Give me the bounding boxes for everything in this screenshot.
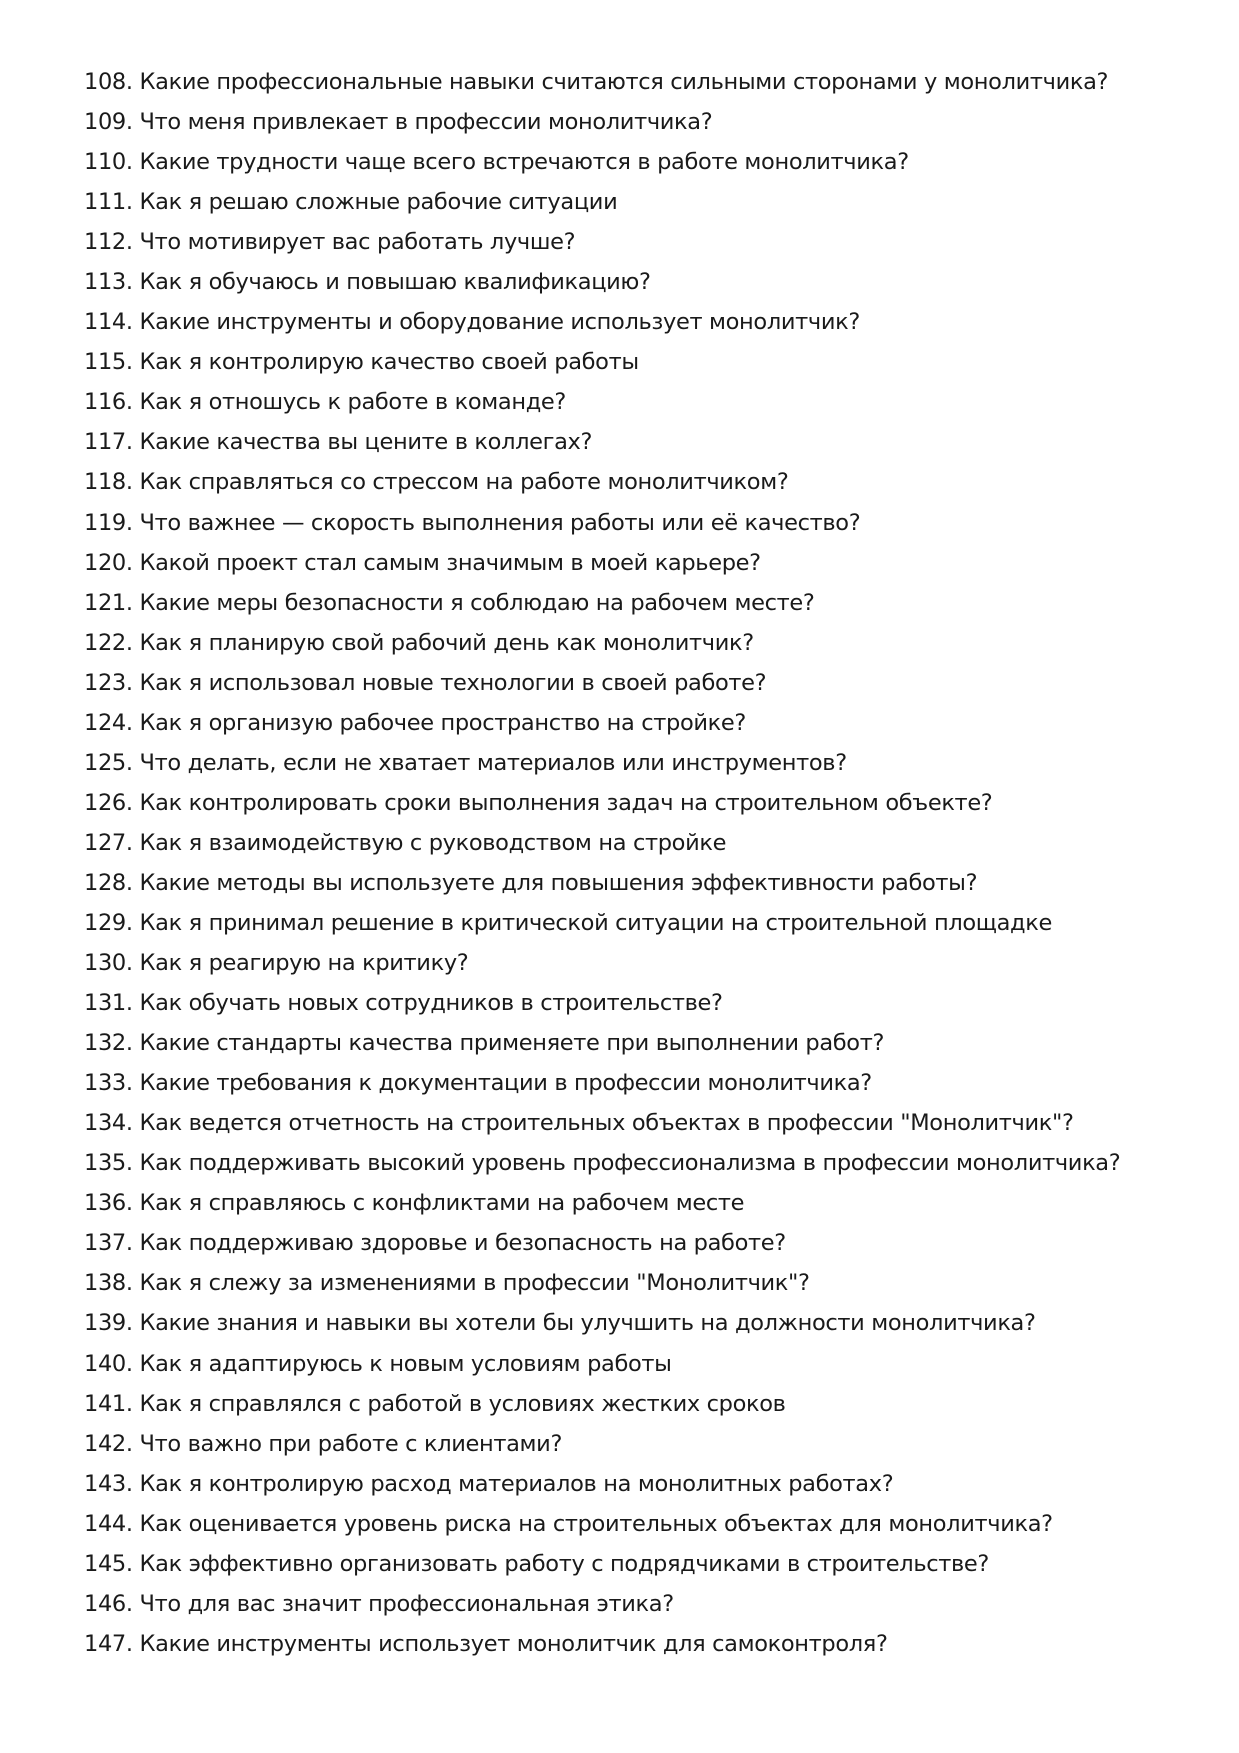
- question-text: Как я слежу за изменениями в профессии "Монолитчик"?: [139, 1270, 810, 1297]
- question-text: Что важнее — скорость выполнения работы или её качество?: [139, 509, 861, 536]
- question-text: Как поддерживать высокий уровень профессионализма в профессии монолитчика?: [139, 1150, 1121, 1177]
- question-text: Что меня привлекает в профессии монолитчика?: [139, 109, 713, 136]
- question-item: [84, 1223, 1120, 1263]
- question-number: 112.: [84, 229, 133, 256]
- question-text: Как я отношусь к работе в команде?: [139, 389, 566, 416]
- question-number: 133.: [84, 1070, 133, 1097]
- question-item: [84, 1103, 1120, 1143]
- question-number: 116.: [84, 389, 133, 416]
- question-item: [84, 262, 1120, 302]
- question-item: [84, 1584, 1120, 1624]
- question-text: Как я контролирую качество своей работы: [139, 349, 639, 376]
- question-item: [84, 462, 1120, 502]
- question-text: Как я контролирую расход материалов на монолитных работах?: [139, 1470, 894, 1497]
- question-item: [84, 1063, 1120, 1103]
- question-text: Как я принимал решение в критической ситуации на строительной площадке: [139, 909, 1052, 936]
- question-item: [84, 222, 1120, 262]
- question-number: 140.: [84, 1350, 133, 1377]
- question-number: 120.: [84, 549, 133, 576]
- question-number: 136.: [84, 1190, 133, 1217]
- question-number: 145.: [84, 1550, 133, 1577]
- question-number: 127.: [84, 829, 133, 856]
- question-text: Как я решаю сложные рабочие ситуации: [139, 189, 618, 216]
- question-text: Как эффективно организовать работу с подрядчиками в строительстве?: [139, 1550, 990, 1577]
- question-item: [84, 1504, 1120, 1544]
- question-item: [84, 1384, 1120, 1424]
- question-text: Какие требования к документации в профессии монолитчика?: [139, 1070, 872, 1097]
- question-list: [84, 62, 1120, 1664]
- question-item: [84, 1424, 1120, 1464]
- question-number: 109.: [84, 109, 133, 136]
- question-item: [84, 783, 1120, 823]
- question-text: Что для вас значит профессиональная этика?: [139, 1590, 674, 1617]
- question-text: Как я реагирую на критику?: [139, 950, 469, 977]
- question-text: Как я взаимодействую с руководством на стройке: [139, 829, 727, 856]
- question-number: 147.: [84, 1630, 133, 1657]
- question-number: 125.: [84, 749, 133, 776]
- question-item: [84, 302, 1120, 342]
- question-number: 108.: [84, 69, 133, 95]
- question-text: Как я адаптируюсь к новым условиям работы: [139, 1350, 672, 1377]
- question-item: [84, 1303, 1120, 1343]
- question-text: Как поддерживаю здоровье и безопасность на работе?: [139, 1230, 786, 1257]
- question-number: 130.: [84, 950, 133, 977]
- question-item: [84, 62, 1120, 102]
- question-number: 142.: [84, 1430, 133, 1457]
- question-text: Как справляться со стрессом на работе монолитчиком?: [139, 469, 789, 496]
- question-text: Какой проект стал самым значимым в моей карьере?: [139, 549, 761, 576]
- question-text: Как я организую рабочее пространство на стройке?: [139, 709, 746, 736]
- question-item: [84, 703, 1120, 743]
- question-text: Как контролировать сроки выполнения задач на строительном объекте?: [139, 789, 993, 816]
- question-number: 144.: [84, 1510, 133, 1537]
- question-number: 111.: [84, 189, 133, 216]
- question-item: [84, 1344, 1120, 1384]
- question-text: Как я использовал новые технологии в своей работе?: [139, 669, 767, 696]
- question-text: Какие инструменты использует монолитчик для самоконтроля?: [139, 1630, 888, 1657]
- question-number: 121.: [84, 589, 133, 616]
- question-text: Как я планирую свой рабочий день как монолитчик?: [139, 629, 754, 656]
- question-text: Какие профессиональные навыки считаются сильными сторонами у монолитчика?: [139, 69, 1109, 95]
- question-number: 126.: [84, 789, 133, 816]
- question-number: 135.: [84, 1150, 133, 1177]
- question-item: [84, 1624, 1120, 1664]
- question-item: [84, 943, 1120, 983]
- question-item: [84, 102, 1120, 142]
- question-number: 113.: [84, 269, 133, 296]
- question-number: 137.: [84, 1230, 133, 1257]
- question-text: Что делать, если не хватает материалов или инструментов?: [139, 749, 847, 776]
- question-text: Какие инструменты и оборудование использует монолитчик?: [139, 309, 860, 336]
- question-item: [84, 663, 1120, 703]
- question-number: 129.: [84, 909, 133, 936]
- question-number: 143.: [84, 1470, 133, 1497]
- question-number: 139.: [84, 1310, 133, 1337]
- question-item: [84, 863, 1120, 903]
- question-number: 117.: [84, 429, 133, 456]
- question-item: [84, 382, 1120, 422]
- question-text: Как оценивается уровень риска на строительных объектах для монолитчика?: [139, 1510, 1053, 1537]
- question-text: Что важно при работе с клиентами?: [139, 1430, 563, 1457]
- question-number: 123.: [84, 669, 133, 696]
- question-item: [84, 1464, 1120, 1504]
- question-number: 134.: [84, 1110, 133, 1137]
- question-text: Что мотивирует вас работать лучше?: [139, 229, 576, 256]
- question-item: [84, 983, 1120, 1023]
- question-number: 138.: [84, 1270, 133, 1297]
- question-item: [84, 342, 1120, 382]
- question-item: [84, 743, 1120, 783]
- question-text: Какие качества вы цените в коллегах?: [139, 429, 593, 456]
- question-number: 124.: [84, 709, 133, 736]
- question-text: Как я обучаюсь и повышаю квалификацию?: [139, 269, 651, 296]
- question-item: [84, 583, 1120, 623]
- question-item: [84, 623, 1120, 663]
- question-item: [84, 182, 1120, 222]
- question-number: 141.: [84, 1390, 133, 1417]
- question-number: 119.: [84, 509, 133, 536]
- question-text: Какие методы вы используете для повышения эффективности работы?: [139, 869, 978, 896]
- question-number: 132.: [84, 1030, 133, 1057]
- question-number: 114.: [84, 309, 133, 336]
- question-number: 128.: [84, 869, 133, 896]
- question-number: 115.: [84, 349, 133, 376]
- question-number: 131.: [84, 990, 133, 1017]
- question-item: [84, 1263, 1120, 1303]
- question-text: Какие знания и навыки вы хотели бы улучшить на должности монолитчика?: [139, 1310, 1036, 1337]
- question-item: [84, 543, 1120, 583]
- question-text: Как ведется отчетность на строительных объектах в профессии "Монолитчик"?: [139, 1110, 1074, 1137]
- question-text: Как обучать новых сотрудников в строительстве?: [139, 990, 723, 1017]
- question-item: [84, 142, 1120, 182]
- question-item: [84, 823, 1120, 863]
- question-text: Как я справлялся с работой в условиях жестких сроков: [139, 1390, 786, 1417]
- question-text: Какие трудности чаще всего встречаются в работе монолитчика?: [139, 149, 909, 176]
- question-text: Как я справляюсь с конфликтами на рабочем месте: [139, 1190, 745, 1217]
- question-item: [84, 903, 1120, 943]
- question-item: [84, 1544, 1120, 1584]
- question-item: [84, 422, 1120, 462]
- question-number: 110.: [84, 149, 133, 176]
- question-item: [84, 1023, 1120, 1063]
- question-number: 122.: [84, 629, 133, 656]
- question-item: [84, 1183, 1120, 1223]
- question-text: Какие меры безопасности я соблюдаю на рабочем месте?: [139, 589, 815, 616]
- question-item: [84, 1143, 1120, 1183]
- question-text: Какие стандарты качества применяете при выполнении работ?: [139, 1030, 885, 1057]
- question-item: [84, 503, 1120, 543]
- question-number: 118.: [84, 469, 133, 496]
- question-number: 146.: [84, 1590, 133, 1617]
